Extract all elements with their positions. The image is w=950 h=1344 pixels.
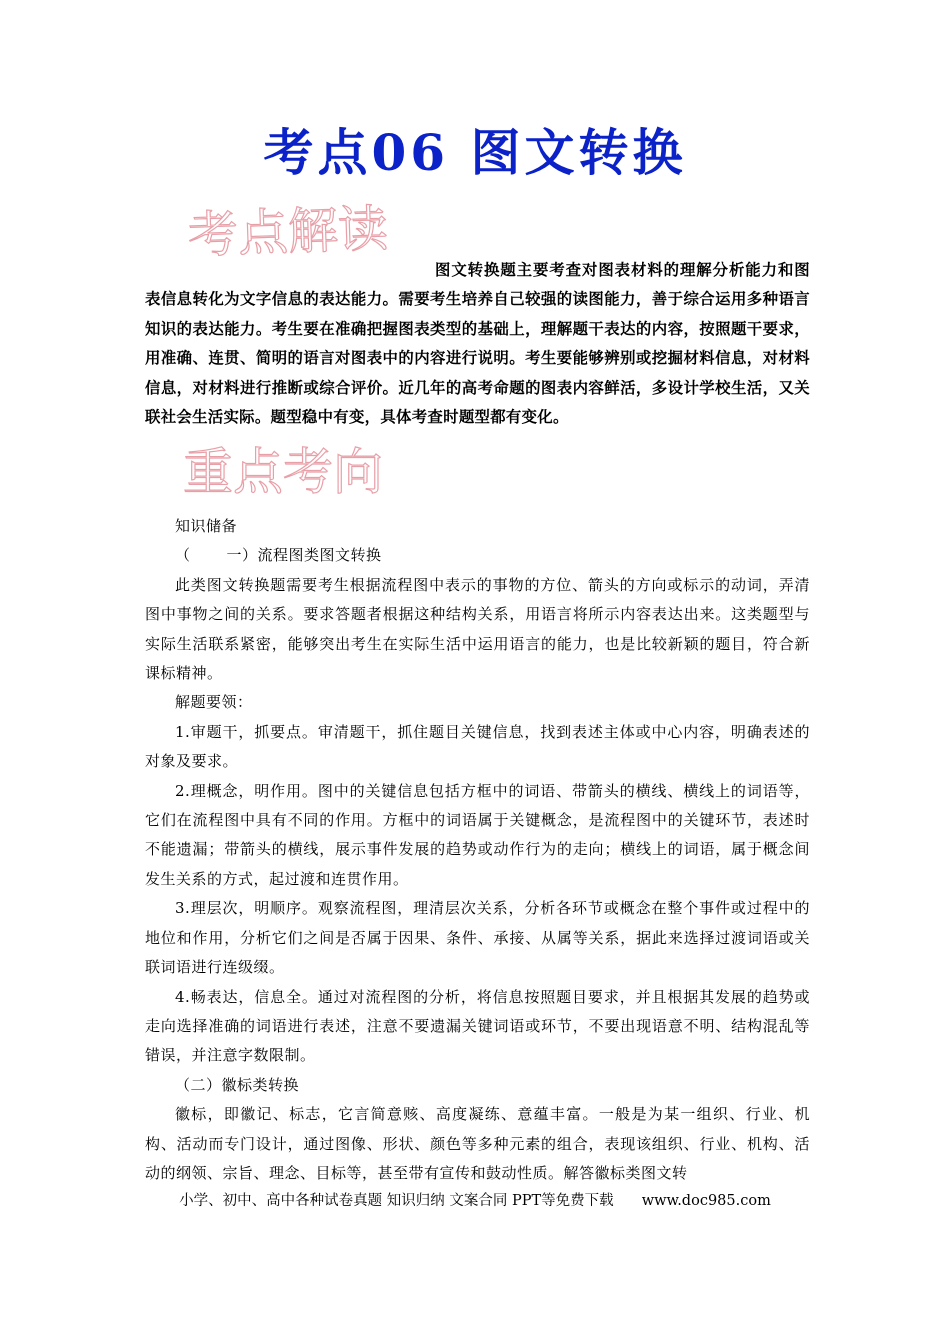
subsection-heading-2: （二）徽标类转换	[175, 1075, 300, 1094]
tip-1: 1.审题干，抓要点。审清题干，抓住题目关键信息，找到表述主体或中心内容，明确表述的对象及要求。	[145, 722, 810, 771]
section-heading: 知识储备	[175, 517, 238, 535]
interpretation-label: 考点解读	[187, 199, 389, 265]
main-content	[145, 512, 810, 1188]
focus-label: 重点考向	[183, 443, 383, 501]
tip-3: 3.理层次，明顺序。观察流程图，理清层次关系，分析各环节或概念在整个事件或过程中的地位和作用，分析它们之间是否属于因果、条件、承接、从属等关系，据此来选择过渡词语或关联词语进行连级缀。	[145, 899, 810, 977]
page-title: 考点06 图文转换	[263, 123, 687, 182]
paragraph-1: 此类图文转换题需要考生根据流程图中表示的事物的方位、箭头的方向或标示的动词，弄清图中事物之间的关系。要求答题者根据这种结构关系，用语言将所示内容表达出来。这类题型与实际生活联系紧密，能够突出考生在实际生活中运用语言的能力，也是比较新颖的题目，符合新课标精神。	[145, 575, 810, 683]
subsection-1-paren: （	[175, 546, 191, 565]
page-footer	[0, 1190, 950, 1212]
tip-4: 4.畅表达，信息全。通过对流程图的分析，将信息按照题目要求，并且根据其发展的趋势或走向选择准确的词语进行表述，注意不要遗漏关键词语或环节，不要出现语意不明、结构混乱等错误，并注意字数限制。	[145, 987, 810, 1065]
subsection-heading-1	[145, 541, 810, 570]
intro-paragraph: 图文转换题主要考查对图表材料的理解分析能力和图表信息转化为文字信息的表达能力。需要考生培养自己较强的读图能力，善于综合运用多种语言知识的表达能力。考生要在准确把握图表类型的基础上，理解题干表达的内容，按照题干要求，用准确、连贯、简明的语言对图表中的内容进行说明。考生要能够辨别或挖掘材料信息，对材料信息，对材料进行推断或综合评价。近几年的高考命题的图表内容鲜活，多设计学校生活，又关联社会生活实际。题型稳中有变，具体考查时题型都有变化。	[145, 261, 810, 427]
tips-heading: 解题要领：	[175, 693, 253, 712]
footer-url[interactable]: www.doc985.com	[641, 1193, 771, 1209]
paragraph-2: 徽标，即徽记、标志，它言简意赅、高度凝练、意蕴丰富。一般是为某一组织、行业、机构、活动而专门设计，通过图像、形状、颜色等多种元素的组合，表现该组织、行业、机构、活动的纲领、宗旨、理念、目标等，甚至带有宣传和鼓动性质。解答徽标类图文转	[145, 1105, 810, 1182]
footer-text: 小学、初中、高中各种试卷真题 知识归纳 文案合同 PPT等免费下载	[179, 1193, 614, 1209]
tip-2: 2.理概念，明作用。图中的关键信息包括方框中的词语、带箭头的横线、横线上的词语等，它们在流程图中具有不同的作用。方框中的词语属于关键概念，是流程图中的关键环节，表述时不能遗漏；带箭头的横线，展示事件发展的趋势或动作行为的走向；横线上的词语，属于概念间发生关系的方式，起过渡和连贯作用。	[145, 781, 810, 888]
subsection-1-title: 一）流程图类图文转换	[226, 546, 382, 565]
